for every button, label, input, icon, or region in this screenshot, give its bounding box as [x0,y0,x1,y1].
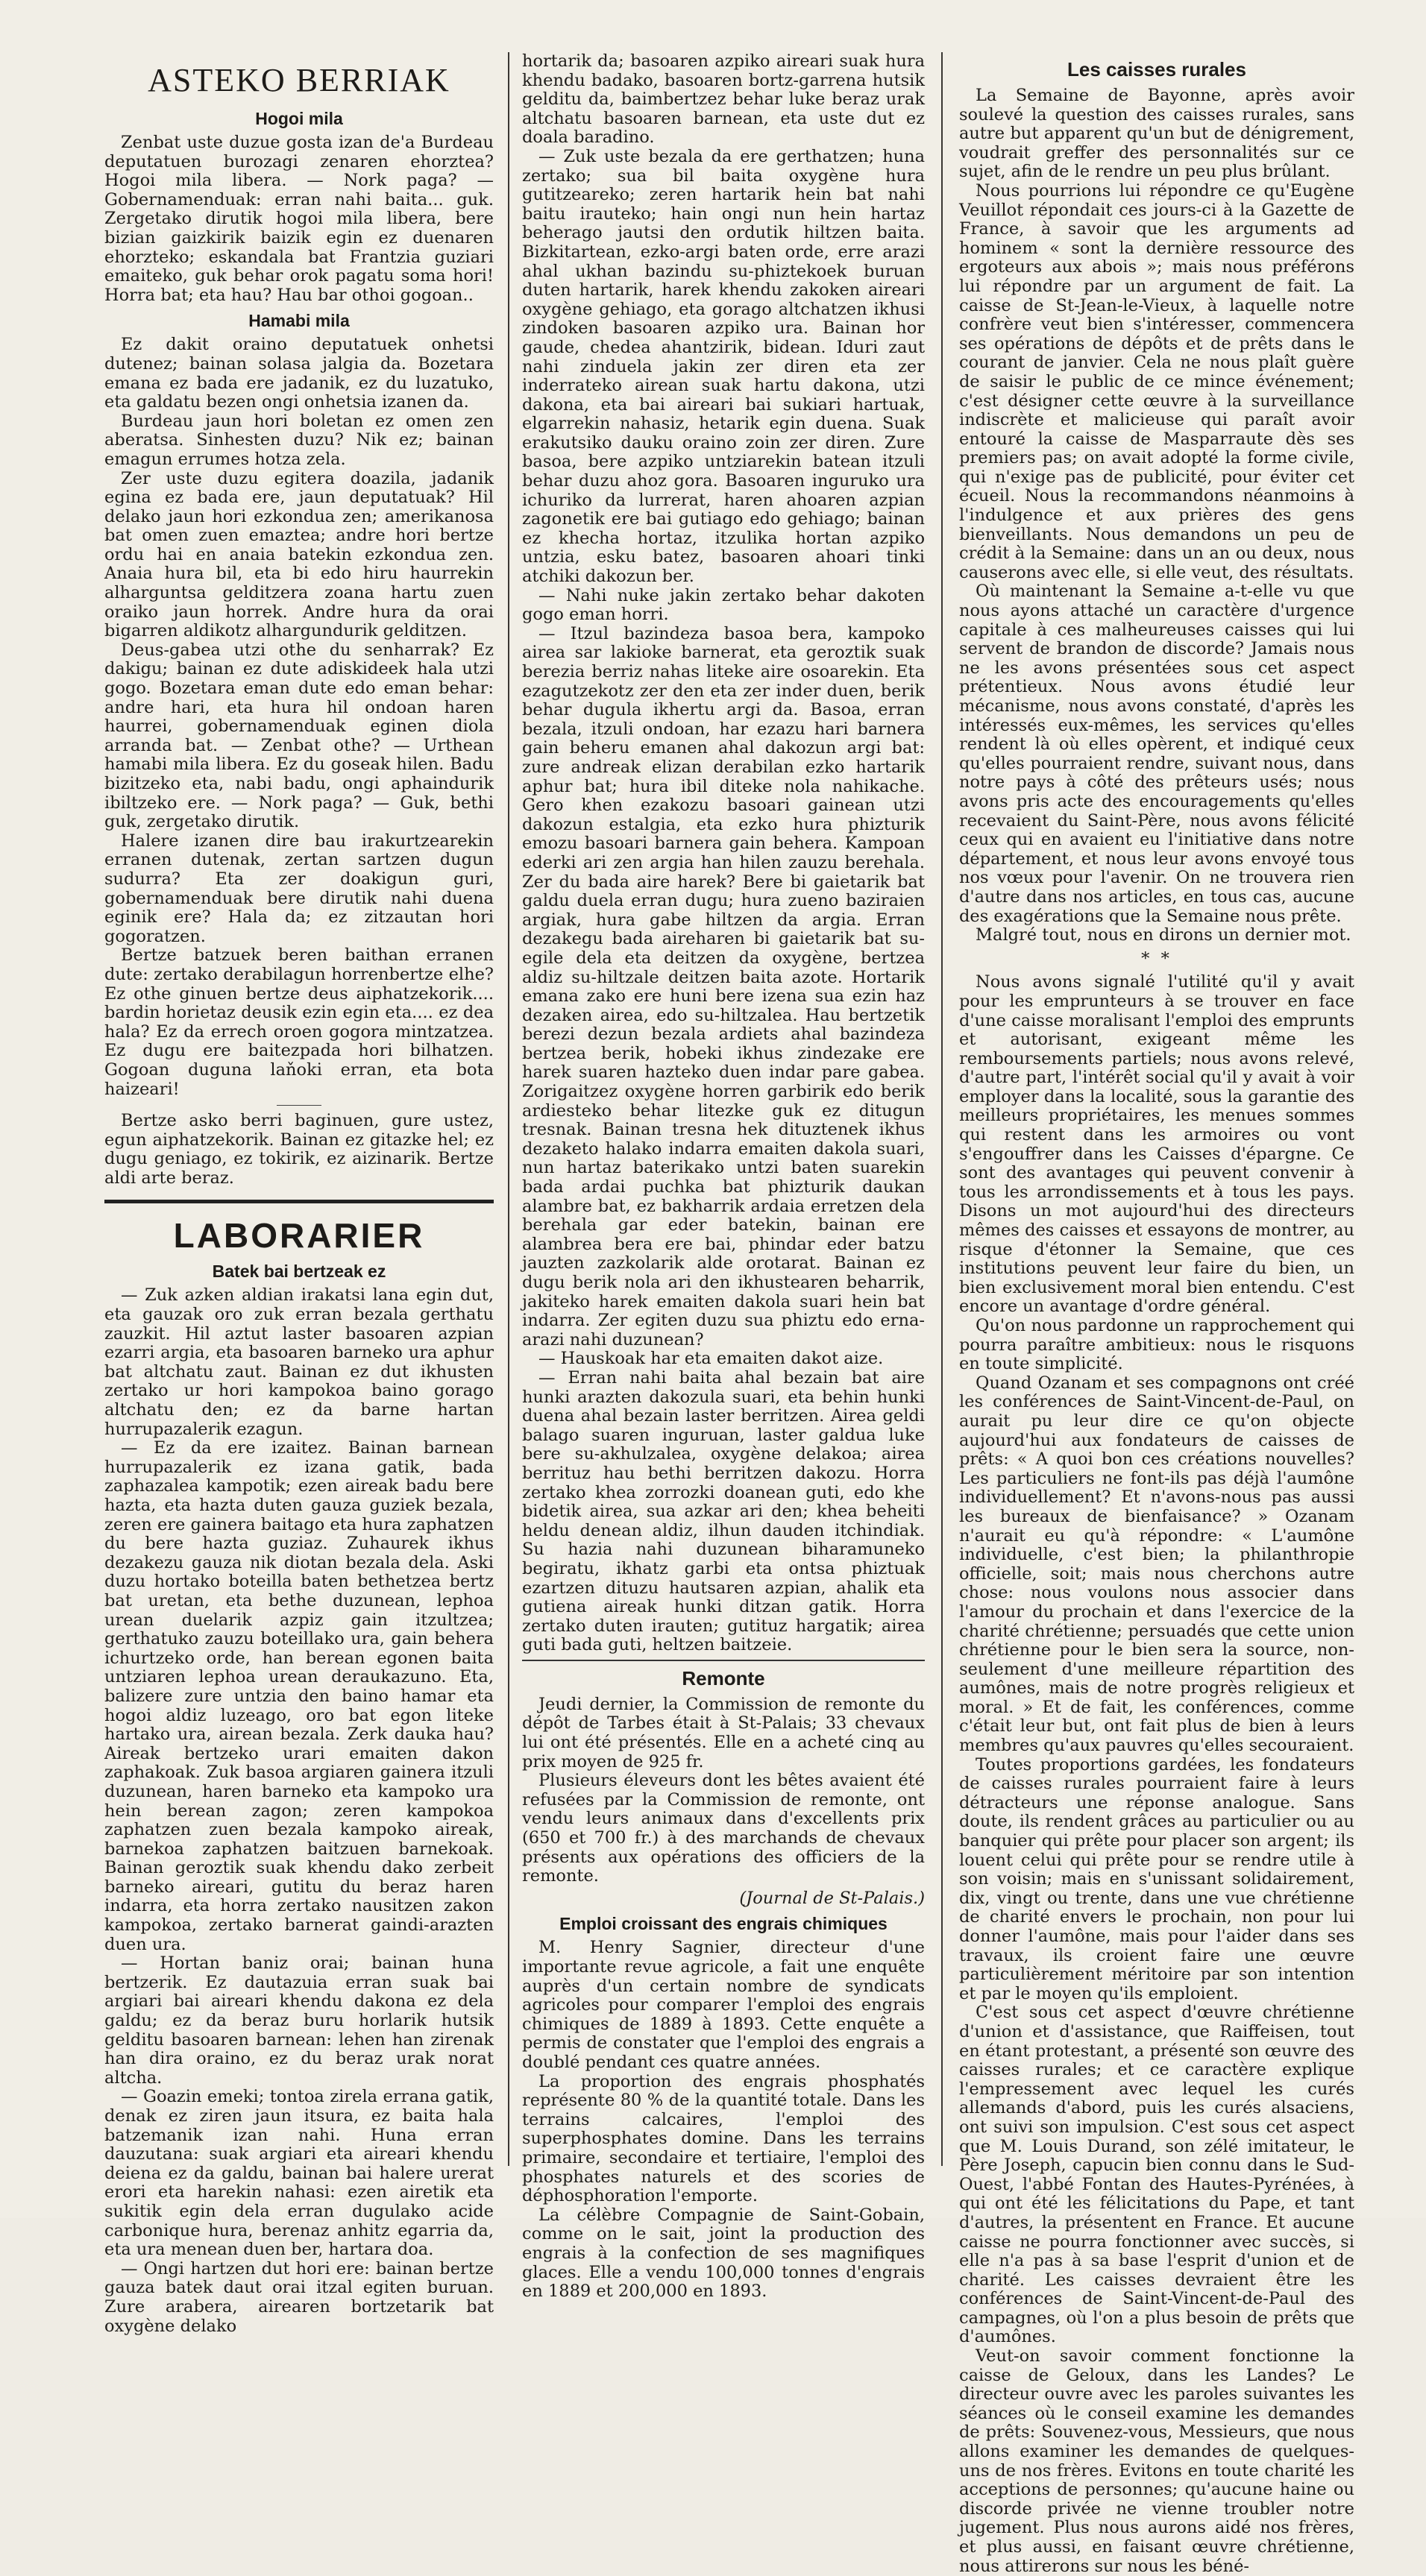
paragraph: Halere izanen dire bau irakurtzearekin erranen dutenak, zertan sartzen dugun sudurra? Eta zer doakigun guri, gobernamenduak bere dirutik nahi duena eginik ere? Hala da; ez zitzautan hori gogoratzen. [104,831,494,946]
article-heading: Les caisses rurales [1067,58,1246,81]
section-rule [522,1660,925,1661]
column-middle [522,51,925,2302]
section-rule [104,1200,494,1203]
paragraph: Toutes proportions gardées, les fondateurs de caisses rurales pourraient faire à leurs détracteurs une réponse analogue. Sans doute, ils rendent grâces au particulier ou au banquier qui prête pour placer son argent; ils louent celui qui prête pour se rendre utile à son voisin; mais en s'unissant solidairement, dix, vingt ou trente, dans une vue chrétienne de charité envers le prochain, non pour lui donner l'aumône, mais pour l'aider dans ses travaux, ils croient faire une œuvre particulièrement méritoire par son intention et par le moyen qu'ils emploient. [959,1754,1354,2003]
column-divider [508,52,509,2166]
paragraph: Burdeau jaun hori boletan ez omen zen aberatsa. Sinhesten duzu? Nik ez; bainan emagun errumes hotza zela. [104,411,494,469]
paragraph: Quand Ozanam et ses compagnons ont créé les conférences de Saint-Vincent-de-Paul, on aurait pu leur dire ce qu'on objecte aujourd'hui aux fondateurs de caisses de prêts: « A quoi bon ces créations nouvelles? Les particuliers ne font-ils pas déjà l'aumône individuellement? Et n'avons-nous pas aussi les bureaux de bienfaisance? » Ozanam n'aurait eu qu'à répondre: « L'aumône individuelle, c'est bien; la philanthropie officielle, soit; mais nous cherchons autre chose: nous voulons nous associer dans l'amour du prochain et dans l'exercice de la charité chrétienne; persuadés que cette union chrétienne pour le bien sera la source, non-seulement d'une meilleure répartition des aumônes, mais de notre progrès religieux et moral. » Et de fait, les conférences, comme c'était leur but, ont fait plus de bien à leurs membres qu'aux pauvres qu'elles secouraient. [959,1373,1354,1756]
separator [277,1105,321,1106]
paragraph: — Goazin emeki; tontoa zirela errana gatik, denak ez ziren jaun itsura, ez baita hala batzemanik izan nahi. Huna erran dauzutana: suak argiari eta aireari khendu deiena ez da galdu, bainan bai halere urerat erori eta harekin nahasi: ezen airetik eta sukitik egin dela erran dugulako acide carbonique hura, berenaz anhitz egarria da, eta ura menean duen ber, hartara doa. [104,2087,494,2260]
paragraph: Jeudi dernier, la Commission de remonte du dépôt de Tarbes était à St-Palais; 33 chevaux lui ont été présentés. Elle en a acheté cinq au prix moyen de 925 fr. [522,1694,925,1772]
paragraph: Nous avons signalé l'utilité qu'il y avait pour les emprunteurs à se trouver en face d'une caisse moralisant l'emploi des emprunts et autorisant, exigeant même les remboursements partiels; nous avons relevé, d'autre part, l'intérêt social qu'il y avait à voir employer dans la localité, sous la garantie des meilleurs propriétaires, les menues sommes qui restent dans les armoires ou vont s'engouffrer dans les Caisses d'épargne. Ce sont des avantages qui peuvent convenir à tous les arrondissements et à tous les pays. Disons un mot aujourd'hui des directeurs mêmes des caisses et essayons de montrer, au risque d'étonner la Semaine, que ces institutions peuvent leur faire du bien, un bien exclusivement moral bien entendu. C'est encore un avantage d'ordre général. [959,972,1354,1317]
column-right [959,52,1354,2576]
paragraph: Bertze batzuek beren baithan erranen dute: zertako derabilagun horrenbertze elhe? Ez othe ginuen bertze deus aiphatzekorik.... bardin horietaz deusik ezin egin eta.... ez dea hala? Ez da errech oroen gogora mintzatzea. Ez dugu ere baitezpada hori bilhatzen. Gogoan duguna laňoki erran, eta bota haizeari! [104,945,494,1099]
article-heading: Emploi croissant des engrais chimiques [559,1914,888,1934]
article-heading: Batek bai bertzeak ez [212,1262,386,1282]
column-divider [941,52,943,2166]
paragraph: Zer uste duzu egitera doazila, jadanik egina ez bada ere, jaun deputatuak? Hil delako jaun hori ezkondua zen; amerikanosa bat omen zuen emaztea; andre hori bertze ordu hai en anaia batekin ezkondua zen. Anaia hura bil, eta bi edo hiru haurrekin alharguntsa gelditzera zoana hartu zuen oraiko jaun horrek. Andre hura da orai bigarren aldikotz alhargundurik gelditzen. [104,468,494,641]
article-heading: Hogoi mila [255,109,343,128]
paragraph: — Hortan baniz orai; bainan huna bertzerik. Ez dautazuia erran suak bai argiari bai aireari khendu dakona ez dela galdu; ez da beraz buru horlarik hutsik gelditu basoaren barnean: lehen han zirenak han dira oraino, ez du beraz urak norat altcha. [104,1953,494,2088]
paragraph: — Zuk uste bezala da ere gerthatzen; huna zertako; sua bil baita oxygène hura gutitzeareko; zeren hartarik hein bat nahi baitu irauteko; hain ongi nun hein hartaz beherago jautsi den ordutik hiltzen baita. Bizkitartean, ezko-argi baten orde, erre arazi ahal ukhan bazindu su-phiztekoek buruan duten hartarik, harek khendu zakoken aireari oxygène gehiago, eta gorago altchatzen ikhusi zindoken basoaren azpiko ura. Bainan hor gaude, chedea ahantzirik, bidean. Iduri zaut nahi zinduela jakin zer diren eta zer inderrateko airean suak hartu dakona, utzi dakona, eta bai aireari bai sukiari hartuak, elgarrekin nahasiz, hetarik egin duena. Suak erakutsiko dauku oraino zoin zer diren. Zure basoa, bere azpiko untziarekin batean itzuli behar duzu ahoz gora. Basoaren inguruko ura ichuriko da lurrerat, haren ahoaren azpian zagonetik ere bai gutiago edo gehiago; bainan ez khecha hortaz, itzulika hortan azpiko untzia, esku batez, basoaren ahoari tinki atchiki dakozun ber. [522,146,925,587]
paragraph: — Zuk azken aldian irakatsi lana egin dut, eta gauzak oro zuk erran bezala gerthatu zauzkit. Hil aztut laster basoaren azpian ezarri argia, eta basoaren barneko ura aphur bat altchatu zaut. Bainan ez dut ikhusten zertako ur hori kampokoa baino gorago altchatu den; ez da barne hartan hurrupazalerik ezagun. [104,1285,494,1439]
paragraph: Plusieurs éleveurs dont les bêtes avaient été refusées par la Commission de remonte, ont vendu leurs animaux dans d'excellents prix (650 et 700 fr.) à des marchands de chevaux présents aux opérations des officiers de la remonte. [522,1771,925,1886]
paragraph: Qu'on nous pardonne un rapprochement qui pourra paraître ambitieux: nous le risquons en toute simplicité. [959,1316,1354,1374]
paragraph: Ez dakit oraino deputatuek onhetsi dutenez; bainan solasa jalgia da. Bozetara emana ez bada ere jadanik, ez du luzatuko, eta galdatu bezen ongi onhetsia izanen da. [104,335,494,412]
paragraph: — Ez da ere izaitez. Bainan barnean hurrupazalerik ez izana gatik, bada zaphazalea kampotik; ezen aireak badu bere hazta, eta hazta duten gauza guziek bezala, zeren ere gainera baitago eta hura zaphatzen du bere hazta guziaz. Zuhaurek ikhus dezakezu gauza nik diotan bezala dela. Aski duzu hortako boteilla baten bethetzea bertz bat uretan, eta bethe duzunean, lephoa urean duelarik azpiz gain itzultzea; gerthatuko zauzu boteillako ura, gain behera ichurtzeko orde, han berean egonen baita untziaren lephoa urean deraukazuno. Eta, balizere zure untzia den baino hamar eta hogoi aldiz luzeago, oro bat egon liteke hartako ura, airean bezala. Zerk dauka hau? Aireak bertzeko urari emaiten dakon zaphakoak. Zuk basoa argiaren gainera itzuli duzunean, haren barneko eta kampoko ura hein berean zagon; zeren kampokoa zaphatzen zuen bezala kampoko aireak, barnekoa zaphatzen baitzuen barnekoak. Bainan geroztik suak khendu dako zerbeit barneko aireari, gutitu du beraz haren indarra, eta horra zertako nausitzen zakon kampokoa, zertako barnerat gaindi-arazten duen ura. [104,1438,494,1954]
section-title: LABORARIER [173,1216,425,1256]
paragraph: — Ongi hartzen dut hori ere: bainan bertze gauza batek daut orai itzal egiten buruan. Zure arabera, airearen bortzetarik bat oxygène delako [104,2258,494,2336]
section-title: ASTEKO BERRIAK [148,62,450,98]
paragraph: La Semaine de Bayonne, après avoir soulevé la question des caisses rurales, sans autre but apparent qu'un but de dénigrement, voudrait greffer des personnalités sur ce sujet, afin de le rendre un peu plus brûlant. [959,86,1354,182]
paragraph: Deus-gabea utzi othe du senharrak? Ez dakigu; bainan ez dute adiskideek hala utzi gogo. Bozetara eman dute edo eman behar: andre hari, eta hura hil ondoan haren haurrei, gobernamenduak eginen diola arranda bat. — Zenbat othe? — Urthean hamabi mila libera. Ez du goseak hilen. Badu bizitzeko eta, nabi badu, ongi aphaindurik ibiltzeko ere. — Nork paga? — Guk, bethi guk, zergetako dirutik. [104,640,494,832]
paragraph: — Nahi nuke jakin zertako behar dakoten gogo eman horri. [522,585,925,625]
paragraph: Veut-on savoir comment fonctionne la caisse de Geloux, dans les Landes? Le directeur ouvre avec les paroles suivantes les séances où le conseil examine les demandes de prêts: Souvenez-vous, Messieurs, que nous allons examiner les demandes de quelques-uns de nos frères. Evitons en toute charité les acceptions de personnes; qu'aucune haine ou discorde privée ne vienne troubler notre jugement. Plus nous aurons aidé nos frères, et plus aussi, en faisant œuvre chrétienne, nous attirerons sur nous les béné- [959,2346,1354,2576]
article-heading: Remonte [682,1666,765,1689]
section-ornament: * * [1141,948,1172,969]
paragraph: La célèbre Compagnie de Saint-Gobain, comme on le sait, joint la production des engrais à la confection de ses magnifiques glaces. Elle a vendu 100,000 tonnes d'engrais en 1889 et 200,000 en 1893. [522,2205,925,2302]
paragraph: Où maintenant la Semaine a-t-elle vu que nous ayons attaché un caractère d'urgence capitale à ces malheureuses caisses qui lui servent de brandon de discorde? Jamais nous ne les avons présentées sous cet aspect prétentieux. Nous avons étudié leur mécanisme, nous avons constaté, d'après les intéressés eux-mêmes, les services qu'elles rendent là où elles opèrent, et indiqué ceux qu'elles pourraient rendre, suivant nous, dans notre pays à côté des prêteurs usés; nous avons pris acte des encouragements qu'elles recevaient du Saint-Père, nous avons félicité ceux qui en avaient eu l'initiative dans notre département, et nous leur avons envoyé tous nos vœux pour l'avenir. On ne trouvera rien d'autre dans nos articles, en tous cas, aucune des exagérations que la Semaine nous prête. [959,582,1354,926]
paragraph: C'est sous cet aspect d'œuvre chrétienne d'union et d'assistance, que Raiffeisen, tout en étant protestant, a présenté son œuvre des caisses rurales; et ce caractère explique l'empressement avec lequel les curés allemands d'abord, puis les curés alsaciens, ont suivi son impulsion. C'est sous cet aspect que M. Louis Durand, son zélé imitateur, le Père Joseph, capucin bien connu dans le Sud-Ouest, l'abbé Fontan des Hautes-Pyrénées, à qui ont été les félicitations du Pape, et tant d'autres, la présentent en France. Et aucune caisse ne pourra fonctionner avec succès, si elle n'a pas à sa base l'esprit d'union et de charité. Les caisses devraient être les conférences de Saint-Vincent-de-Paul des campagnes, où l'on a plus besoin de prêts que d'aumônes. [959,2003,1354,2347]
paragraph: Bertze asko berri baginuen, gure ustez, egun aiphatzekorik. Bainan ez gitazke hel; ez dugu geniago, ez tokirik, ez aizinarik. Bertze aldi arte beraz. [104,1111,494,1188]
source-citation: (Journal de St-Palais.) [739,1888,925,1908]
paragraph: Zenbat uste duzue gosta izan de'a Burdeau deputatuen burozagi zenaren ehorztea? Hogoi mila libera. — Nork paga? — Gobernamenduak: erran nahi baita... guk. Zergetako dirutik hogoi mila libera, bere bizian gaizkirik baizik egin ez duenaren ehorzteko; eskandala bat Frantzia guziari emaiteko, guk behar orok pagatu soma hori! Horra bat; eta hau? Hau bar othoi gogoan.. [104,133,494,305]
paragraph: La proportion des engrais phosphatés représente 80 % de la quantité totale. Dans les terrains calcaires, l'emploi des superphosphates domine. Dans les terrains primaire, secondaire et tertiaire, l'emploi des phosphates naturels et des scories de déphosphoration l'emporte. [522,2071,925,2206]
paragraph: Nous pourrions lui répondre ce qu'Eugène Veuillot répondait ces jours-ci à la Gazette de France, à savoir que les arguments ad hominem « sont la dernière ressource des ergoteurs aux abois »; mais nous préférons lui répondre par un argument de fait. La caisse de St-Jean-le-Vieux, à laquelle notre confrère veut bien s'intéresser, commencera ses opérations de dépôts et de prêts dans le courant de janvier. Cela ne nous plaît guère de saisir le public de ce mince événement; c'est désigner cette œuvre à la surveillance indiscrète et malicieuse qui paraît avoir entouré la caisse de Masparraute dès ses premiers pas; on avait adopté la forme civile, qui n'exige pas de publicité, pour éviter cet écueil. Nous la recommandons néanmoins à l'indulgence et aux prières des gens bienveillants. Nous demandons un peu de crédit à la Semaine: dans un an ou deux, nous causerons avec elle, si elle veut, des résultats. [959,180,1354,582]
article-heading: Hamabi mila [248,311,350,331]
paragraph: M. Henry Sagnier, directeur d'une importante revue agricole, a fait une enquête auprès d'un certain nombre de syndicats agricoles pour comparer l'emploi des engrais chimiques de 1889 à 1893. Cette enquête a permis de constater que l'emploi des engrais a doublé pendant ces quatre années. [522,1938,925,2072]
column-left [104,52,494,2336]
paragraph: — Hauskoak har eta emaiten dakot aize. [538,1349,884,1369]
paragraph: — Itzul bazindeza basoa bera, kampoko airea sar lakioke barnerat, eta geroztik suak berezia berriz nahas liteke aire osoarekin. Eta ezagutzekotz zer den eta zer inder duen, berik behar dugula ikhertu argi da. Basoa, erran bezala, itzuli ondoan, har ezazu hari barnera gain beheru emanen ahal dakozun argi bat: zure andreak elizan derabilan ezko hartarik aphur bat; hura ibil diteke nola nahikache. Gero khen ezakozu basoari gainean utzi dakozun estalgia, eta ezko hura phizturik emozu basoari barnera gain behera. Kampoan ederki ari zen argia han hilen zauzu berehala. Zer du bada aire harek? Bere bi gaietarik bat galdu duela erran dugu; hura zueno baziraien argiak, hura gabe hiltzen da argia. Erran dezakegu bada aireharen bi gaietarik bat su-egile dela eta deitzen da oxygène, bertzea aldiz su-hiltzale deitzen baita azote. Hortarik emana zako ere huni bere izena sua ezin haz dezaken airea, edo su-hiltzalea. Hau bertzetik berezi dezun bezala ardiets ahal bazindeza bertzea berik, hobeki ikhus zindezake ere harek suaren hazteko duen indar pare gabea. Zorigaitzez oxygène horren garbirik edo berik ardiesteko behar litezke guk ez ditugun tresnak. Bainan tresna hek dituztenek ikhus dezaketo halako indarra emaiten dakola suari, nun hartaz baterikako untzi baten suarekin bada ardai puchka bat phizturik daukan alambre bat, ez bakharrik ardaia erretzen dela berehala gar eder batekin, bainan ere alambrea bera ere bai, phindar eder batzu jauzten zazkolarik alde orotarat. Bainan ez dugu berik nola ari den ikhustearen beharrik, jakiteko harek emaiten dakola suari hein bat indarra. Zer egiten duzu sua phiztu edo erna-arazi nahi duzunean? [522,623,925,1350]
paragraph: — Erran nahi baita ahal bezain bat aire hunki arazten dakozula suari, eta behin hunki duena ahal bezain laster berritzen. Airea geldi balago suaren inguruan, laster galdua luke bere su-akhulzalea, oxygène delakoa; airea berrituz hau bethi berritzen dakozu. Horra zertako khea zorrozki doanean guti, edo khe bidetik airea, sua azkar ari den; khea beheiti heldu denean aldiz, ilhun dauden itchindiak. Su hazia nahi duzunean biharamuneko begiratu, ikhatz garbi eta ontsa phiztuak ezartzen dituzu hautsaren azpian, ahalik eta gutiena aireak hunki ditzan gatik. Horra zertako duten irauten; gutituz hargatik; airea guti bada guti, heltzen baitzeie. [522,1367,925,1655]
paragraph: Malgré tout, nous en dirons un dernier mot. [976,925,1351,945]
paragraph: hortarik da; basoaren azpiko aireari suak hura khendu badako, basoaren bortz-garrena hutsik gelditu da, baimbertzez behar luke beraz urak altchatu basoaren barnean, eta uste dut ez doala baradino. [522,51,925,148]
